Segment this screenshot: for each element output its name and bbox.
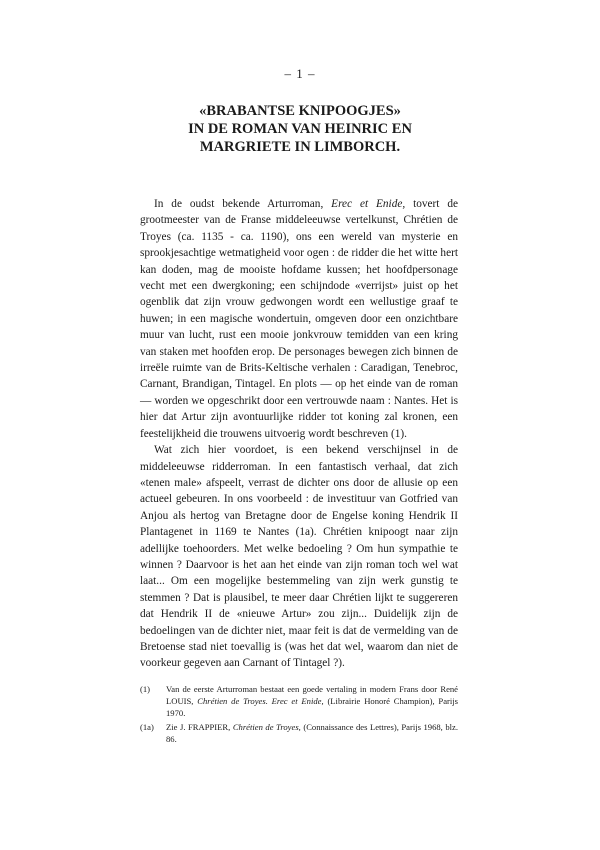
footnote-1a-work-title: Chrétien de Troyes, [232, 721, 301, 732]
footnote-1a [140, 721, 458, 745]
paragraph-1 [140, 196, 458, 442]
title-line-1: «BRABANTSE KNIPOOGJES» [199, 103, 401, 119]
footnote-1a-marker: (1a) [140, 721, 154, 732]
body-text [140, 196, 458, 672]
title-line-2: IN DE ROMAN VAN HEINRIC EN [188, 121, 412, 137]
footnote-1-text [166, 683, 458, 720]
footnote-1-marker: (1) [140, 684, 151, 694]
footnote-1 [140, 683, 458, 720]
work-title-erec-et-enide: Erec et Enide, [331, 198, 406, 210]
footnote-1-work-title: Chrétien de Troyes. Erec et Enide, [197, 696, 324, 707]
chapter-title [0, 102, 600, 156]
paragraph-2: Wat zich hier voordoet, is een bekend verschijnsel in de middeleeuwse ridderroman. In een fantastisch verhaal, dat zich «tenen male» afspeelt, verrast de dichter ons door de allusie op een actueel gebeuren. In ons voorbeeld : de investituur van Gotfried van Anjou als hertog van Bretagne door de Engelse koning Hendrik II Plantagenet in 1169 te Nantes (1a). Chrétien knipoogt naar zijn adellijke toehoorders. Met welke bedoeling ? Om hun sympathie te winnen ? Daarvoor is het aan het einde van zijn roman toch wel wat laat... Om een mogelijke bestemmeling van zijn werk gunstig te stemmen ? Dat is plausibel, te meer daar Chrétien lijkt te suggereren dat Hendrik II de «nieuwe Artur» zou zijn... Duidelijk zijn de bedoelingen van de dichter niet, maar feit is dat de vermelding van de Bretoense stad niet toevallig is (was het dat wel, waarom dan niet de voorkeur gegeven aan Carnant of Tintagel ?). [140, 444, 458, 670]
footnote-1a-text-b: (Connaissance des Lettres), Parijs 1968, blz. 86. [166, 721, 458, 744]
title-line-3: MARGRIETE IN LIMBORCH. [199, 139, 401, 155]
footnote-1a-text [166, 721, 458, 745]
page-number: – 1 – [284, 66, 316, 81]
footnote-1a-text-a: Zie J. FRAPPIER, [166, 721, 233, 732]
footnotes [140, 683, 458, 746]
footnote-1-text-a: Van de eerste Arturroman bestaat een goede vertaling in modern Frans door René LOUIS, [166, 684, 458, 707]
paragraph-1-text-b: tovert de grootmeester van de Franse middeleeuwse vertelkunst, Chrétien de Troyes (ca. 1135 - ca. 1190), ons een wereld van mysterie en sprookjesachtige wetmatigheid voor ogen : de ridder die het witte hert kan doden, mag de mooiste hofdame kussen; het hoofdpersonage vecht met een dwergkoning; een schijndode «verrijst» juist op het ogenblik dat zijn vrouw gedwongen wordt een wellustige graaf te huwen; in een magische wondertuin, omgeven door een onzichtbare muur van lucht, rust een mooie jonkvrouw temidden van een kring van staken met hoofden erop. De personages bewegen zich binnen de irreële ruimte van de Brits-Keltische verhalen : Caradigan, Tenebroc, Carnant, Brandigan, Tintagel. En plots — op het einde van de roman — worden we opgeschrikt door een vertrouwde naam : Nantes. Het is hier dat Artur zijn avontuurlijke ridder tot koning zal kronen, een feestelijkheid die trouwens uitvoerig wordt beschreven (1). [140, 198, 458, 440]
paragraph-1-text-a: In de oudst bekende Arturroman, [154, 198, 332, 210]
footnote-1-text-b: (Librairie Honoré Champion), Parijs 1970. [166, 696, 458, 719]
